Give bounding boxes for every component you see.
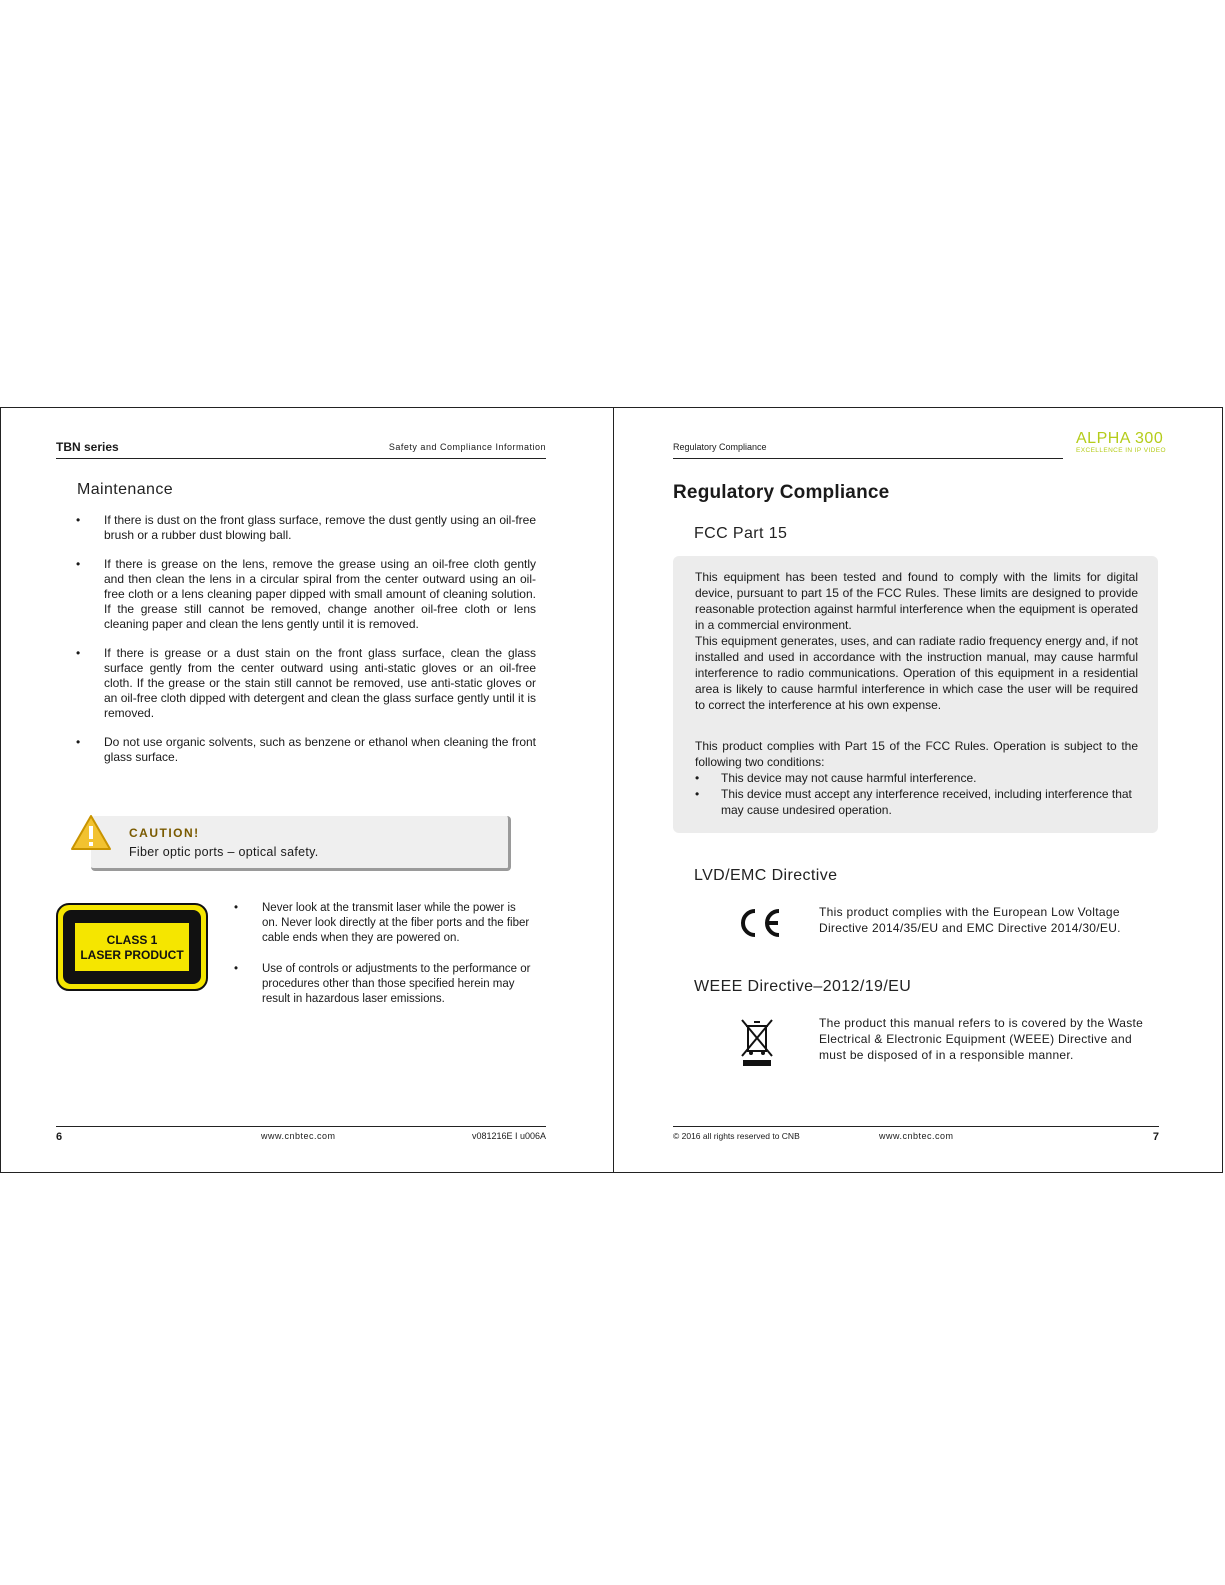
brand-logo xyxy=(1076,430,1166,454)
caution-text: Fiber optic ports – optical safety. xyxy=(129,845,319,859)
ce-mark-icon xyxy=(734,903,784,943)
footer-website: www.cnbtec.com xyxy=(879,1131,954,1141)
footer-copyright: © 2016 all rights reserved to CNB xyxy=(673,1131,800,1141)
page-title: Regulatory Compliance xyxy=(673,482,890,503)
weee-title: WEEE Directive–2012/19/EU xyxy=(694,978,912,995)
maintenance-list xyxy=(76,513,536,779)
fcc-paragraph: This equipment generates, uses, and can radiate radio frequency energy and, if not installed and used in accordance with the instruction manual, may cause harmful interference to radio communications. Operation of this equipment in a residential area is likely to cause harmful interference in which case the user will be required to correct the interference at his own expense. xyxy=(695,634,1138,712)
list-item: • This device must accept any interference received, including interference that may cause undesired operation. xyxy=(695,786,1138,818)
logo-subtitle: EXCELLENCE IN IP VIDEO xyxy=(1076,447,1166,454)
fcc-title: FCC Part 15 xyxy=(694,525,788,542)
series-name: TBN series xyxy=(56,440,119,454)
left-header xyxy=(56,438,546,459)
laser-class: CLASS 1 xyxy=(106,933,158,947)
list-item: • If there is dust on the front glass surface, remove the dust gently using an oil-free brush or a rubber dust blowing ball. xyxy=(76,513,536,543)
list-item: • Use of controls or adjustments to the performance or procedures other than those specified herein may result in hazardous laser emissions. xyxy=(234,962,534,1007)
list-item: • Never look at the transmit laser while the power is on. Never look directly at the fiber ports and the fiber cable ends when they are powered on. xyxy=(234,901,534,946)
fcc-paragraph: This equipment has been tested and found to comply with the limits for digital device, pursuant to part 15 of the FCC Rules. These limits are designed to provide reasonable protection against harmful interference when the equipment is operated in a commercial environment. xyxy=(695,570,1138,632)
maintenance-title: Maintenance xyxy=(77,481,174,498)
list-item: • Do not use organic solvents, such as benzene or ethanol when cleaning the front glass surface. xyxy=(76,735,536,765)
caution-title: CAUTION! xyxy=(129,826,200,840)
right-page xyxy=(614,408,1224,1172)
left-page xyxy=(1,408,613,1172)
page-number: 6 xyxy=(56,1131,63,1143)
list-item: • If there is grease on the lens, remove the grease using an oil-free cloth gently and then clean the lens in a circular spiral from the center outward using an oil-free cloth or a lens cleaning paper dipped with small amount of cleaning solution. If the grease still cannot be removed, change another oil-free cloth or lens cleaning paper and clean the lens gently until it is removed. xyxy=(76,557,536,632)
caution-box xyxy=(91,816,511,871)
laser-product-text: LASER PRODUCT xyxy=(80,948,184,962)
laser-label-frame xyxy=(56,903,208,991)
list-item: • This device may not cause harmful interference. xyxy=(695,770,1138,786)
weee-text: The product this manual refers to is covered by the Waste Electrical & Electronic Equipment (WEEE) Directive and must be disposed of in a responsible manner. xyxy=(819,1016,1144,1062)
left-footer xyxy=(56,1126,546,1145)
warning-icon xyxy=(69,813,113,853)
list-item: • If there is grease or a dust stain on the front glass surface, clean the glass surface gently from the center outward using anti-static gloves or an oil-free cloth. If the grease or the stain still cannot be removed, use anti-static gloves or an oil-free cloth dipped with detergent and clean the glass surface gently until it is removed. xyxy=(76,646,536,721)
header-section: Regulatory Compliance xyxy=(673,442,767,452)
footer-website: www.cnbtec.com xyxy=(261,1131,336,1141)
logo-title: ALPHA 300 xyxy=(1076,430,1164,447)
right-footer xyxy=(673,1126,1159,1145)
fcc-paragraph: This product complies with Part 15 of the FCC Rules. Operation is subject to the following two conditions: xyxy=(695,739,1138,769)
weee-bin-icon xyxy=(740,1018,774,1068)
laser-product-label xyxy=(56,903,208,991)
right-header xyxy=(673,438,1063,459)
laser-safety-list xyxy=(234,901,534,1023)
lvd-title: LVD/EMC Directive xyxy=(694,867,838,884)
header-section: Safety and Compliance Information xyxy=(388,442,546,452)
fcc-conditions xyxy=(695,770,1138,818)
footer-version: v081216E I u006A xyxy=(471,1131,546,1141)
page-number: 7 xyxy=(1152,1131,1159,1143)
lvd-text: This product complies with the European Low Voltage Directive 2014/35/EU and EMC Directive 2014/30/EU. xyxy=(819,905,1121,935)
fcc-box xyxy=(673,556,1158,833)
document-spread xyxy=(0,407,1223,1173)
